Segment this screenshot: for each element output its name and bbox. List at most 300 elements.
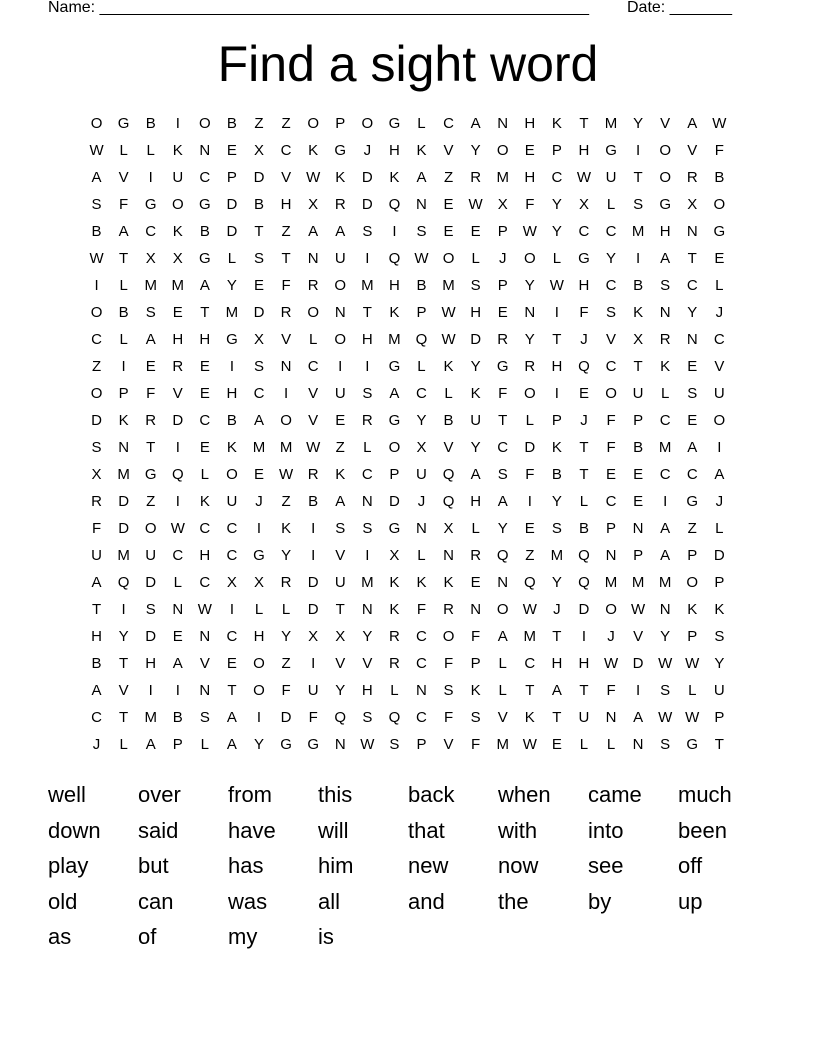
grid-letter: D	[307, 574, 319, 591]
grid-letter: L	[281, 601, 291, 618]
grid-row	[83, 140, 733, 167]
grid-letter: U	[713, 682, 725, 699]
word-list-item: is	[318, 924, 334, 949]
grid-letter: Y	[254, 736, 265, 753]
grid-letter: U	[334, 574, 346, 591]
grid-letter: E	[687, 358, 698, 375]
grid-letter: D	[118, 493, 130, 510]
grid-row	[83, 383, 733, 410]
grid-letter: G	[144, 196, 157, 213]
word-list-item: of	[138, 924, 157, 949]
grid-letter: M	[604, 115, 618, 132]
grid-letter: N	[280, 358, 292, 375]
grid-row	[83, 707, 733, 734]
grid-row	[83, 221, 733, 248]
grid-letter: F	[146, 385, 156, 402]
grid-letter: V	[281, 331, 292, 348]
word-list-item: over	[138, 782, 181, 807]
grid-letter: E	[254, 466, 265, 483]
grid-letter: I	[338, 358, 343, 375]
grid-letter: C	[145, 223, 157, 240]
grid-letter: G	[713, 223, 726, 240]
grid-letter: R	[145, 412, 157, 429]
grid-letter: I	[365, 250, 370, 267]
grid-letter: F	[525, 466, 535, 483]
grid-letter: L	[119, 331, 128, 348]
grid-letter: O	[253, 655, 265, 672]
grid-letter: K	[714, 601, 725, 618]
grid-letter: L	[417, 115, 426, 132]
grid-letter: E	[470, 574, 481, 591]
grid-letter: P	[416, 304, 427, 321]
grid-letter: C	[443, 115, 454, 132]
word-list-item: off	[678, 853, 703, 878]
grid-letter: W	[306, 169, 321, 186]
grid-letter: H	[470, 493, 482, 510]
grid-letter: P	[714, 709, 725, 726]
word-list-item: when	[498, 782, 551, 807]
grid-letter: B	[443, 412, 454, 429]
grid-letter: C	[605, 223, 617, 240]
grid-letter: D	[713, 547, 725, 564]
grid-letter: M	[658, 439, 672, 456]
grid-letter: W	[522, 736, 537, 753]
grid-letter: U	[145, 547, 157, 564]
grid-letter: H	[551, 655, 563, 672]
grid-row	[83, 437, 733, 464]
grid-letter: C	[605, 358, 617, 375]
grid-letter: P	[416, 736, 427, 753]
grid-letter: Q	[171, 466, 184, 483]
grid-letter: Z	[335, 439, 345, 456]
grid-letter: L	[200, 466, 210, 483]
grid-letter: W	[441, 331, 456, 348]
grid-letter: T	[579, 466, 589, 483]
grid-letter: I	[311, 655, 316, 672]
grid-letter: T	[254, 223, 264, 240]
grid-letter: Z	[443, 169, 454, 186]
grid-letter: H	[199, 331, 211, 348]
grid-letter: W	[170, 520, 185, 537]
grid-letter: S	[199, 709, 210, 726]
grid-letter: A	[145, 736, 156, 753]
grid-row	[83, 572, 733, 599]
grid-letter: N	[361, 493, 373, 510]
grid-letter: R	[361, 412, 373, 429]
grid-letter: T	[119, 655, 129, 672]
grid-letter: R	[659, 331, 671, 348]
grid-letter: G	[334, 142, 347, 159]
grid-letter: W	[712, 115, 727, 132]
grid-letter: A	[335, 223, 346, 240]
grid-letter: H	[388, 142, 400, 159]
grid-letter: E	[226, 655, 237, 672]
grid-letter: S	[687, 385, 698, 402]
grid-letter: R	[307, 277, 319, 294]
grid-letter: E	[524, 142, 535, 159]
grid-letter: B	[578, 520, 589, 537]
word-list-item: as	[48, 924, 72, 949]
grid-letter: Y	[497, 520, 508, 537]
grid-row	[83, 167, 733, 194]
grid-letter: X	[145, 250, 156, 267]
grid-letter: S	[660, 682, 671, 699]
grid-letter: V	[660, 115, 671, 132]
grid-letter: W	[658, 655, 673, 672]
grid-letter: M	[496, 736, 509, 753]
grid-letter: N	[605, 547, 617, 564]
grid-letter: T	[362, 304, 372, 321]
grid-letter: P	[633, 412, 644, 429]
grid-letter: Y	[470, 358, 481, 375]
grid-letter: P	[687, 547, 698, 564]
grid-letter: L	[606, 196, 616, 213]
grid-letter: T	[552, 331, 562, 348]
grid-letter: X	[389, 547, 400, 564]
grid-letter: C	[199, 520, 211, 537]
grid-letter: V	[443, 142, 454, 159]
grid-letter: O	[659, 169, 672, 186]
grid-letter: G	[686, 493, 699, 510]
grid-letter: E	[551, 736, 562, 753]
grid-letter: C	[199, 412, 211, 429]
grid-letter: T	[714, 736, 724, 753]
word-list-item: said	[138, 817, 179, 843]
word-list-item: back	[408, 782, 455, 807]
grid-letter: O	[199, 115, 211, 132]
grid-letter: Q	[388, 709, 401, 726]
grid-letter: O	[171, 196, 184, 213]
grid-letter: M	[361, 574, 374, 591]
grid-letter: O	[361, 115, 374, 132]
grid-letter: Z	[281, 223, 291, 240]
grid-letter: M	[279, 439, 293, 456]
grid-letter: O	[334, 277, 347, 294]
grid-row	[83, 329, 733, 356]
grid-letter: B	[308, 493, 319, 510]
grid-letter: Y	[714, 655, 725, 672]
grid-letter: N	[172, 601, 184, 618]
grid-letter: H	[551, 358, 563, 375]
grid-letter: T	[146, 439, 156, 456]
grid-letter: U	[91, 547, 102, 564]
word-list-item: much	[678, 782, 732, 807]
grid-letter: Y	[470, 439, 481, 456]
grid-letter: P	[551, 142, 562, 159]
word-list-item: was	[228, 888, 268, 914]
grid-letter: Q	[578, 574, 590, 591]
grid-letter: C	[497, 439, 509, 456]
word-list-item: and	[408, 888, 445, 914]
grid-letter: G	[388, 115, 401, 132]
grid-letter: N	[199, 142, 211, 159]
grid-letter: F	[498, 385, 508, 402]
grid-letter: W	[549, 277, 564, 294]
grid-letter: R	[470, 169, 482, 186]
grid-letter: E	[199, 385, 210, 402]
grid-letter: G	[578, 250, 590, 267]
grid-letter: F	[281, 682, 291, 699]
grid-letter: L	[552, 250, 562, 267]
grid-letter: L	[661, 385, 670, 402]
grid-letter: L	[715, 277, 724, 294]
grid-letter: N	[199, 628, 211, 645]
word-list-item: old	[48, 888, 78, 914]
grid-letter: U	[416, 466, 427, 483]
grid-letter: X	[687, 196, 698, 213]
grid-letter: Y	[281, 628, 292, 645]
grid-letter: H	[280, 196, 292, 213]
grid-letter: A	[551, 682, 562, 699]
grid-letter: N	[443, 547, 454, 564]
grid-letter: X	[308, 196, 319, 213]
grid-letter: K	[118, 412, 129, 429]
grid-letter: N	[497, 115, 509, 132]
grid-letter: A	[633, 709, 644, 726]
grid-letter: Y	[335, 682, 346, 699]
grid-letter: V	[281, 169, 292, 186]
grid-letter: M	[171, 277, 185, 294]
grid-letter: N	[659, 304, 671, 321]
grid-letter: B	[226, 412, 237, 429]
grid-letter: L	[119, 142, 128, 159]
grid-letter: G	[659, 196, 672, 213]
grid-letter: W	[89, 250, 104, 267]
grid-letter: Y	[660, 628, 671, 645]
grid-letter: C	[578, 223, 590, 240]
grid-letter: E	[633, 466, 644, 483]
grid-row	[83, 653, 733, 680]
grid-letter: S	[91, 196, 102, 213]
grid-letter: H	[388, 277, 400, 294]
word-list-item: now	[498, 853, 539, 878]
grid-letter: U	[334, 385, 346, 402]
grid-letter: G	[144, 466, 157, 483]
grid-letter: K	[281, 520, 292, 537]
grid-letter: G	[280, 736, 292, 753]
grid-letter: W	[522, 601, 537, 618]
grid-letter: B	[118, 304, 129, 321]
grid-row	[83, 302, 733, 329]
grid-letter: M	[252, 439, 266, 456]
grid-letter: C	[253, 385, 265, 402]
grid-letter: A	[660, 250, 671, 267]
grid-letter: J	[715, 493, 724, 510]
grid-letter: K	[660, 358, 671, 375]
grid-letter: B	[145, 115, 156, 132]
grid-letter: A	[714, 466, 725, 483]
grid-letter: D	[632, 655, 644, 672]
grid-letter: A	[389, 385, 400, 402]
grid-letter: K	[335, 466, 346, 483]
grid-letter: G	[388, 412, 401, 429]
grid-letter: I	[663, 493, 668, 510]
grid-row	[83, 194, 733, 221]
grid-letter: Q	[334, 709, 347, 726]
grid-letter: T	[119, 709, 129, 726]
grid-letter: O	[496, 601, 509, 618]
grid-letter: N	[524, 304, 536, 321]
word-list-item: new	[408, 853, 449, 878]
grid-letter: B	[254, 196, 265, 213]
grid-letter: I	[229, 358, 235, 375]
grid-letter: Y	[551, 574, 562, 591]
grid-letter: I	[554, 304, 559, 321]
word-list-item: but	[138, 853, 169, 878]
grid-letter: I	[175, 493, 180, 510]
grid-letter: B	[633, 277, 644, 294]
grid-letter: A	[470, 115, 481, 132]
grid-letter: N	[632, 736, 644, 753]
grid-letter: I	[554, 385, 559, 402]
grid-letter: L	[471, 250, 480, 267]
grid-letter: L	[444, 385, 453, 402]
grid-letter: V	[308, 385, 319, 402]
grid-letter: L	[146, 142, 155, 159]
grid-letter: Y	[118, 628, 129, 645]
grid-letter: C	[659, 412, 671, 429]
grid-letter: K	[443, 574, 454, 591]
grid-letter: B	[172, 709, 183, 726]
grid-letter: X	[91, 466, 102, 483]
grid-letter: Z	[281, 655, 291, 672]
grid-letter: D	[226, 223, 238, 240]
grid-letter: T	[119, 250, 129, 267]
grid-letter: X	[416, 439, 427, 456]
grid-letter: Q	[578, 547, 590, 564]
grid-letter: I	[636, 142, 641, 159]
grid-letter: C	[226, 547, 238, 564]
grid-letter: K	[633, 304, 644, 321]
grid-letter: C	[686, 277, 698, 294]
grid-letter: L	[119, 736, 128, 753]
grid-letter: D	[578, 601, 590, 618]
grid-letter: S	[416, 223, 427, 240]
grid-letter: E	[524, 520, 535, 537]
grid-letter: T	[335, 601, 345, 618]
grid-letter: O	[605, 385, 617, 402]
grid-letter: L	[417, 547, 426, 564]
grid-letter: O	[253, 682, 265, 699]
grid-letter: W	[197, 601, 212, 618]
grid-letter: T	[552, 709, 562, 726]
grid-letter: N	[416, 682, 427, 699]
grid-letter: F	[606, 412, 616, 429]
grid-letter: F	[606, 682, 616, 699]
grid-letter: C	[226, 628, 238, 645]
grid-letter: B	[714, 169, 725, 186]
grid-letter: S	[660, 736, 671, 753]
grid-row	[83, 491, 733, 518]
grid-letter: L	[200, 736, 210, 753]
grid-letter: E	[226, 142, 237, 159]
grid-letter: W	[685, 709, 700, 726]
grid-letter: P	[470, 655, 481, 672]
grid-letter: I	[311, 520, 316, 537]
grid-letter: S	[660, 277, 671, 294]
grid-letter: W	[576, 169, 592, 186]
grid-letter: J	[417, 493, 426, 510]
grid-letter: K	[551, 115, 562, 132]
grid-letter: E	[172, 628, 183, 645]
grid-letter: G	[307, 736, 319, 753]
grid-letter: S	[362, 709, 373, 726]
grid-letter: K	[389, 574, 400, 591]
grid-letter: X	[335, 628, 346, 645]
grid-letter: X	[172, 250, 183, 267]
grid-letter: R	[91, 493, 102, 510]
grid-letter: T	[687, 250, 697, 267]
grid-row	[83, 626, 733, 653]
grid-letter: N	[118, 439, 130, 456]
grid-letter: X	[443, 520, 454, 537]
grid-letter: T	[200, 304, 210, 321]
grid-letter: L	[606, 736, 616, 753]
grid-letter: H	[226, 385, 238, 402]
grid-letter: L	[498, 682, 507, 699]
grid-letter: A	[660, 547, 671, 564]
word-list-item: him	[318, 853, 354, 878]
grid-letter: Q	[523, 574, 536, 591]
grid-letter: I	[121, 601, 126, 618]
word-list-item: have	[228, 817, 276, 843]
grid-row	[83, 248, 733, 275]
grid-letter: R	[172, 358, 184, 375]
grid-letter: C	[226, 520, 238, 537]
grid-letter: C	[416, 709, 427, 726]
grid-letter: O	[226, 466, 238, 483]
grid-letter: L	[119, 277, 128, 294]
grid-letter: V	[118, 169, 129, 186]
grid-letter: O	[686, 574, 699, 591]
grid-letter: C	[605, 493, 617, 510]
grid-letter: H	[253, 628, 265, 645]
grid-letter: P	[497, 223, 508, 240]
grid-letter: I	[392, 223, 397, 240]
grid-letter: M	[117, 547, 130, 564]
grid-letter: S	[254, 358, 265, 375]
grid-letter: A	[660, 520, 671, 537]
grid-letter: L	[579, 736, 589, 753]
grid-letter: S	[389, 736, 400, 753]
grid-letter: N	[334, 304, 346, 321]
date-field: Date: _______	[627, 0, 732, 16]
grid-letter: B	[416, 277, 427, 294]
grid-row	[83, 680, 733, 707]
grid-letter: E	[199, 439, 210, 456]
grid-letter: D	[361, 196, 373, 213]
word-list-item: can	[138, 888, 174, 914]
grid-letter: Z	[525, 547, 535, 564]
word-list	[48, 781, 768, 959]
grid-letter: A	[497, 493, 508, 510]
grid-letter: C	[605, 277, 617, 294]
grid-letter: K	[172, 142, 183, 159]
grid-letter: J	[553, 601, 561, 618]
grid-letter: H	[578, 655, 590, 672]
grid-letter: G	[199, 196, 211, 213]
grid-letter: L	[227, 250, 237, 267]
grid-letter: A	[145, 331, 156, 348]
word-list-item: been	[678, 817, 727, 843]
grid-letter: A	[199, 277, 210, 294]
grid-letter: N	[632, 520, 644, 537]
word-list-item: my	[228, 924, 258, 949]
grid-letter: C	[416, 655, 427, 672]
grid-letter: U	[605, 169, 617, 186]
grid-letter: Y	[551, 196, 562, 213]
grid-letter: M	[388, 331, 401, 348]
